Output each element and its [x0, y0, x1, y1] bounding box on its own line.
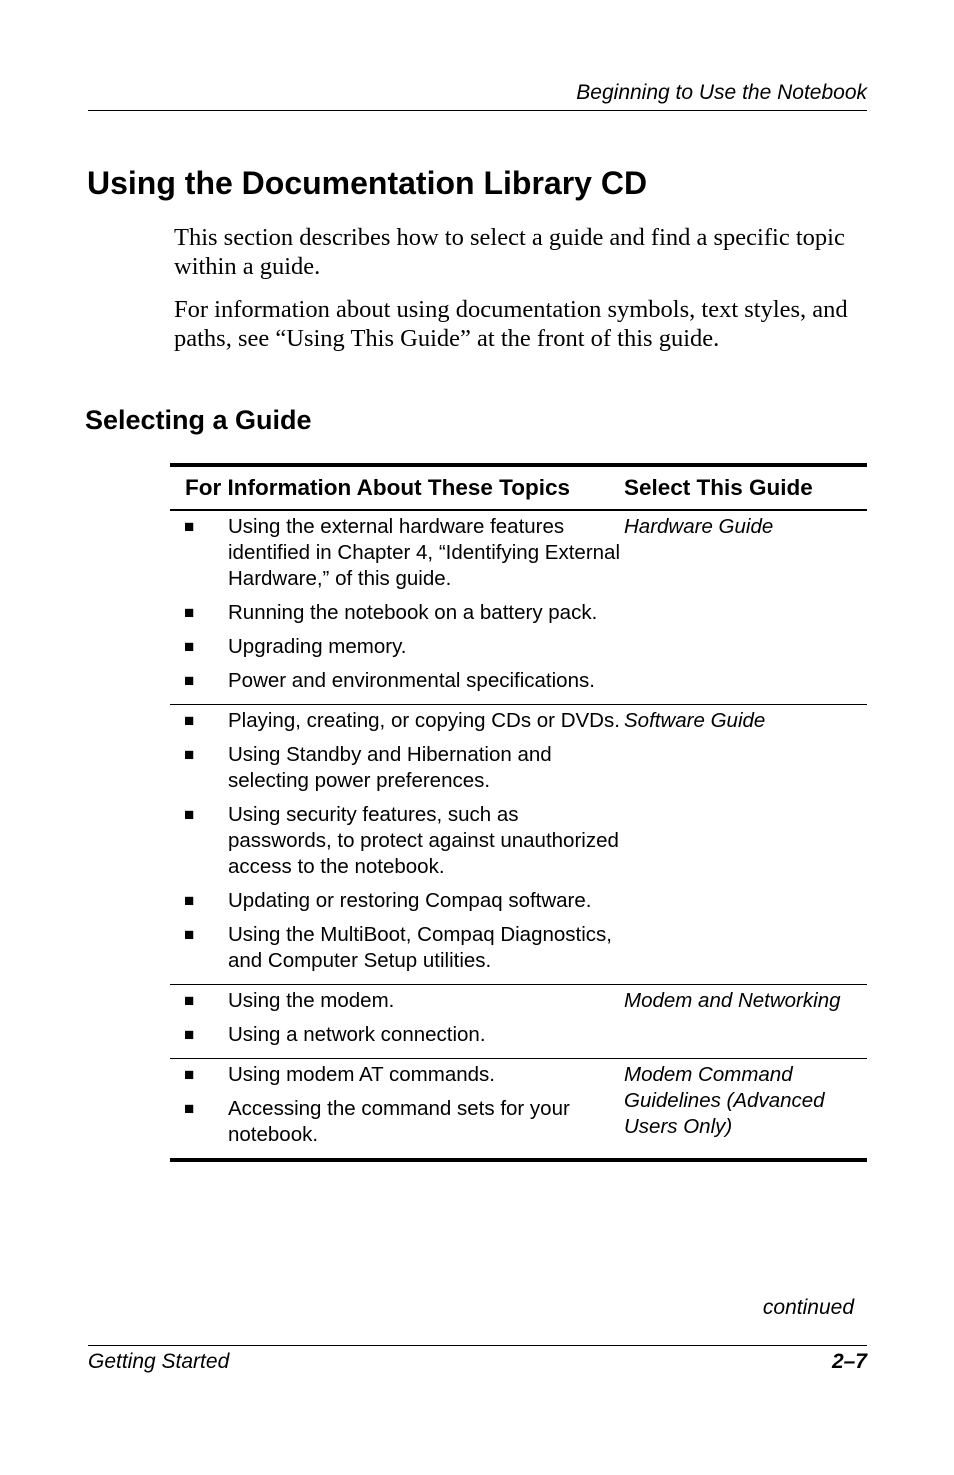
guide-name-cell: Hardware Guide	[624, 515, 774, 538]
bullet-square-icon: ■	[184, 745, 195, 764]
bullet-square-icon: ■	[184, 603, 195, 622]
topic-text: Playing, creating, or copying CDs or DVDs.	[228, 709, 620, 732]
topics-cell	[170, 708, 624, 974]
column-header-topics: For Information About These Topics	[185, 475, 570, 500]
subsection-title: Selecting a Guide	[85, 405, 312, 435]
topics-cell	[170, 514, 624, 694]
list-item	[170, 1022, 624, 1048]
continued-label: continued	[762, 1296, 854, 1319]
column-header-guide: Select This Guide	[624, 475, 813, 500]
list-item	[170, 922, 624, 974]
guide-selection-table	[170, 463, 867, 1162]
table-bottom-rule	[170, 1158, 867, 1162]
bullet-square-icon: ■	[184, 637, 195, 656]
topic-text: Using Standby and Hibernation and selecting power preferences.	[228, 743, 552, 792]
topics-cell	[170, 1062, 624, 1148]
guide-name-cell: Modem Command Guidelines (Advanced Users Only)	[624, 1063, 825, 1138]
section-title: Using the Documentation Library CD	[87, 165, 648, 201]
info-paragraph: For information about using documentation symbols, text styles, and paths, see “Using This Guide” at the front of this guide.	[174, 296, 848, 352]
bullet-square-icon: ■	[184, 805, 195, 824]
topic-text: Using the modem.	[228, 989, 395, 1012]
list-item	[170, 708, 624, 734]
header-rule	[88, 110, 867, 111]
list-item	[170, 668, 624, 694]
intro-paragraph: This section describes how to select a guide and find a specific topic within a guide.	[174, 224, 845, 280]
list-item	[170, 514, 624, 592]
list-item	[170, 988, 624, 1014]
bullet-square-icon: ■	[184, 1025, 195, 1044]
list-item	[170, 1096, 624, 1148]
topic-text: Running the notebook on a battery pack.	[228, 601, 598, 624]
bullet-square-icon: ■	[184, 711, 195, 730]
bullet-square-icon: ■	[184, 925, 195, 944]
table-header-row	[170, 467, 867, 509]
topic-text: Using the MultiBoot, Compaq Diagnostics, and Computer Setup utilities.	[228, 923, 612, 972]
list-item	[170, 888, 624, 914]
table-row-modem-networking	[170, 985, 867, 1058]
topic-text: Accessing the command sets for your notebook.	[228, 1097, 570, 1146]
footer-rule	[88, 1345, 867, 1346]
topic-text: Using security features, such as passwords, to protect against unauthorized access to the notebook.	[228, 803, 619, 878]
bullet-square-icon: ■	[184, 671, 195, 690]
page-number: 2–7	[831, 1350, 867, 1373]
list-item	[170, 742, 624, 794]
list-item	[170, 600, 624, 626]
topic-text: Upgrading memory.	[228, 635, 407, 658]
bullet-square-icon: ■	[184, 1065, 195, 1084]
topic-text: Updating or restoring Compaq software.	[228, 889, 592, 912]
bullet-square-icon: ■	[184, 1099, 195, 1118]
topic-text: Using modem AT commands.	[228, 1063, 495, 1086]
list-item	[170, 634, 624, 660]
list-item	[170, 802, 624, 880]
footer-book-title: Getting Started	[88, 1350, 230, 1373]
bullet-square-icon: ■	[184, 991, 195, 1010]
bullet-square-icon: ■	[184, 517, 195, 536]
bullet-square-icon: ■	[184, 891, 195, 910]
topic-text: Using the external hardware features identified in Chapter 4, “Identifying External Hardware,” of this guide.	[228, 515, 621, 590]
guide-name-cell: Modem and Networking	[624, 989, 841, 1012]
table-row-hardware	[170, 511, 867, 704]
table-row-modem-commands	[170, 1059, 867, 1158]
topic-text: Power and environmental specifications.	[228, 669, 595, 692]
table-row-software	[170, 705, 867, 984]
guide-name-cell: Software Guide	[624, 709, 766, 732]
running-header: Beginning to Use the Notebook	[576, 81, 867, 104]
topics-cell	[170, 988, 624, 1048]
topic-text: Using a network connection.	[228, 1023, 486, 1046]
list-item	[170, 1062, 624, 1088]
